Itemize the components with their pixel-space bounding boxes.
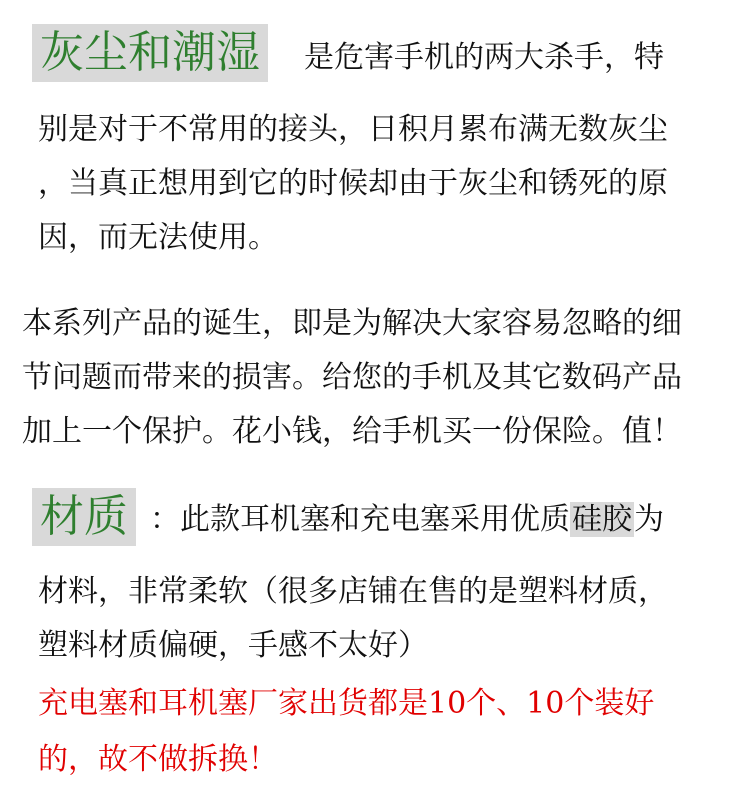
heading-material: 材质 [32,488,136,546]
section2-line-2: 节问题而带来的损害。给您的手机及其它数码产品 [22,360,682,395]
section1-line-3: ，当真正想用到它的时候却由于灰尘和锈死的原 [38,166,668,201]
section3-line-3: 塑料材质偏硬，手感不太好） [38,628,428,663]
section1-line-2: 别是对于不常用的接头，日积月累布满无数灰尘 [38,112,668,147]
section2-line-3: 加上一个保护。花小钱，给手机买一份保险。值！ [22,414,682,449]
section3-line-1 [150,500,664,540]
notice-line-2: 的，故不做拆换！ [38,742,278,777]
silicone-highlight: 硅胶 [572,502,632,537]
heading-dust-humidity: 灰尘和潮湿 [32,24,268,82]
section1-line-4: 因，而无法使用。 [38,220,278,255]
notice-line-1: 充电塞和耳机塞厂家出货都是10个、10个装好 [38,686,655,721]
section3-line-1-prefix: ：此款耳机塞和充电塞采用优质 [150,502,570,537]
section1-line-1: 是危害手机的两大杀手，特 [304,40,664,75]
section3-line-1-suffix: 为 [634,502,664,537]
section2-line-1: 本系列产品的诞生，即是为解决大家容易忽略的细 [22,306,682,341]
section3-line-2: 材料，非常柔软（很多店铺在售的是塑料材质， [38,574,668,609]
